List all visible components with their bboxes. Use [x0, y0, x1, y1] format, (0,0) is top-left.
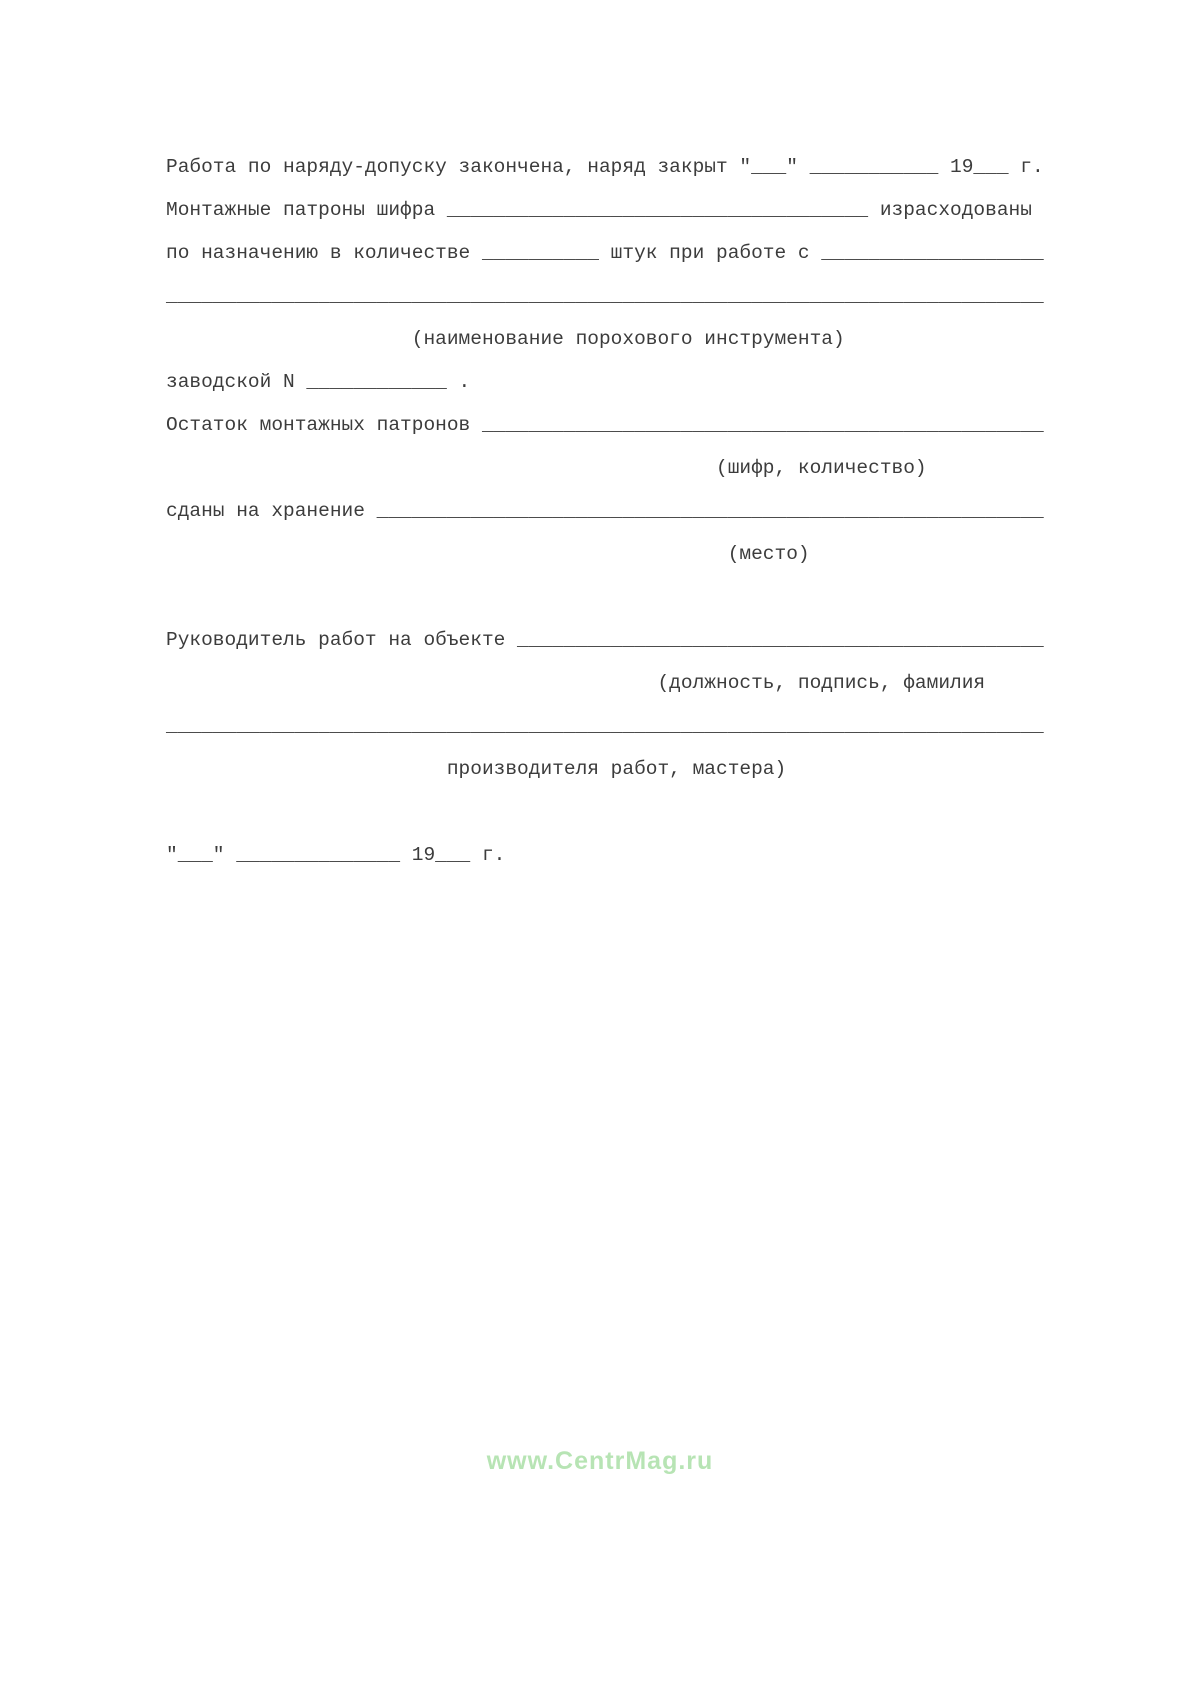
line-cartridges-code: Монтажные патроны шифра ____________________________________ израсходованы — [166, 199, 1032, 221]
line-blank-underline-2: ___________________________________________________________________________ — [166, 715, 1044, 737]
centrmag-watermark: www.CentrMag.ru — [486, 1447, 714, 1475]
caption-place: (место) — [166, 543, 810, 565]
line-quantity-used: по назначению в количестве __________ штук при работе с ___________________ — [166, 242, 1044, 264]
line-handed-for-storage: сданы на хранение _________________________________________________________ — [166, 500, 1044, 522]
caption-position-signature: (должность, подпись, фамилия — [166, 672, 986, 694]
line-site-work-manager: Руководитель работ на объекте _____________________________________________ — [166, 629, 1044, 651]
form-body — [166, 146, 1044, 877]
line-blank-underline-1: ___________________________________________________________________________ — [166, 285, 1044, 307]
caption-tool-name: (наименование порохового инструмента) — [166, 328, 845, 350]
line-cartridges-remainder: Остаток монтажных патронов ________________________________________________ — [166, 414, 1044, 436]
line-serial-number: заводской N ____________ . — [166, 371, 471, 393]
spacer-line — [166, 791, 1044, 834]
spacer-line — [166, 576, 1044, 619]
caption-foreman: производителя работ, мастера) — [166, 758, 787, 780]
line-date: "___" ______________ 19___ г. — [166, 844, 506, 866]
line-work-completed: Работа по наряду-допуску закончена, наряд закрыт "___" ___________ 19___ г. — [166, 156, 1044, 178]
caption-code-quantity: (шифр, количество) — [166, 457, 927, 479]
